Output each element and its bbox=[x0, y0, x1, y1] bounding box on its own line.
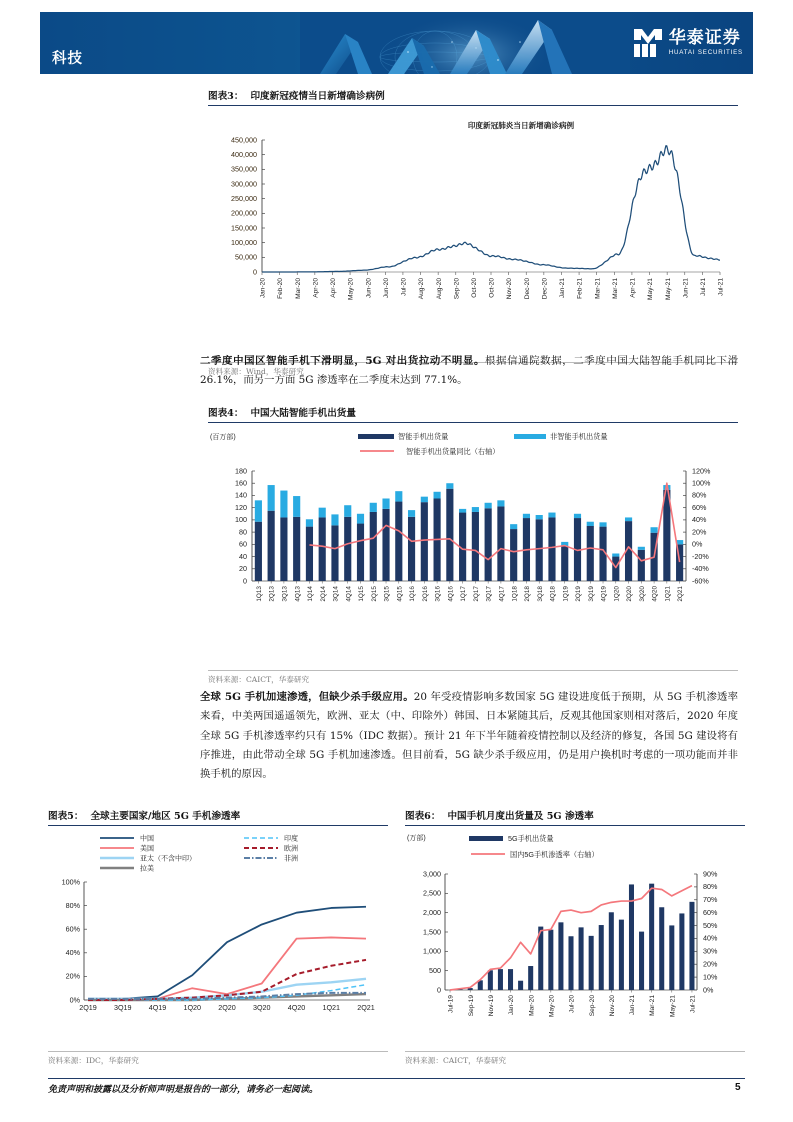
svg-text:3,000: 3,000 bbox=[423, 869, 441, 879]
svg-text:60: 60 bbox=[239, 539, 247, 549]
svg-text:3Q13: 3Q13 bbox=[281, 586, 289, 602]
svg-text:Jul-19: Jul-19 bbox=[447, 995, 455, 1013]
svg-text:3Q14: 3Q14 bbox=[332, 586, 340, 602]
svg-text:1Q17: 1Q17 bbox=[460, 586, 468, 602]
svg-text:0: 0 bbox=[243, 576, 247, 586]
svg-text:Jan-21: Jan-21 bbox=[559, 278, 567, 299]
svg-text:1Q20: 1Q20 bbox=[613, 586, 621, 602]
figure-4-svg bbox=[208, 429, 733, 651]
svg-text:Nov-19: Nov-19 bbox=[487, 995, 495, 1017]
svg-text:中国: 中国 bbox=[140, 835, 154, 843]
svg-text:2Q16: 2Q16 bbox=[421, 586, 429, 602]
svg-text:Jun-20: Jun-20 bbox=[365, 278, 373, 299]
svg-text:2Q19: 2Q19 bbox=[79, 1003, 97, 1012]
svg-text:2Q17: 2Q17 bbox=[472, 586, 480, 602]
svg-text:3Q15: 3Q15 bbox=[383, 586, 391, 602]
huatai-logo-icon bbox=[633, 28, 663, 58]
svg-text:May-21: May-21 bbox=[647, 278, 655, 300]
svg-text:Jun-20: Jun-20 bbox=[382, 278, 390, 299]
figure-5-source: 资料来源：IDC，华泰研究 bbox=[48, 1051, 388, 1066]
paragraph-2-body: 20 年受疫情影响多数国家 5G 建设进度低于预期，从 5G 手机渗透率来看，中美两国遥遥领先，欧洲、亚太（中、印除外）韩国、日本紧随其后，反观其他国家则相对落后，2020 年度全球 5G 手机渗透率约只有 15%（IDC 数据）。预计 21 年下半年随着疫情控制以及经济的修复，各国 5G 建设将有序推进，由此带动全球 5G 手机加速渗透。但目前看，5G 缺少杀手级应用，仍是用户换机时考虑的一项功能而并非换手机的原因。 bbox=[200, 691, 738, 780]
svg-text:Jul-20: Jul-20 bbox=[568, 995, 576, 1013]
svg-text:May-20: May-20 bbox=[548, 995, 556, 1017]
svg-text:(百万部): (百万部) bbox=[210, 434, 236, 441]
figure-6-number: 图表6： bbox=[405, 811, 441, 822]
svg-text:Feb-20: Feb-20 bbox=[277, 278, 285, 299]
svg-text:-20%: -20% bbox=[692, 551, 709, 561]
svg-text:Nov-20: Nov-20 bbox=[608, 995, 616, 1017]
svg-text:Jul-20: Jul-20 bbox=[400, 278, 408, 296]
svg-text:100,000: 100,000 bbox=[231, 237, 257, 247]
svg-text:Sep-19: Sep-19 bbox=[467, 995, 475, 1017]
svg-text:150,000: 150,000 bbox=[231, 223, 257, 233]
svg-text:Dec-20: Dec-20 bbox=[523, 278, 531, 300]
svg-text:30%: 30% bbox=[703, 946, 718, 956]
paragraph-2-lead: 全球 5G 手机加速渗透，但缺少杀手级应用。 bbox=[200, 691, 414, 703]
svg-text:90%: 90% bbox=[703, 869, 718, 879]
svg-text:0: 0 bbox=[253, 267, 257, 277]
svg-text:100: 100 bbox=[235, 515, 247, 525]
figure-5-svg bbox=[48, 830, 386, 1042]
svg-text:2Q15: 2Q15 bbox=[370, 586, 378, 602]
svg-text:100%: 100% bbox=[61, 877, 80, 887]
svg-text:0: 0 bbox=[437, 985, 441, 995]
svg-text:4Q15: 4Q15 bbox=[396, 586, 404, 602]
svg-text:100%: 100% bbox=[692, 478, 711, 488]
svg-text:60%: 60% bbox=[65, 924, 80, 934]
svg-text:0%: 0% bbox=[692, 539, 703, 549]
svg-text:20%: 20% bbox=[65, 971, 80, 981]
svg-text:Oct-20: Oct-20 bbox=[470, 278, 478, 298]
svg-text:40%: 40% bbox=[703, 933, 718, 943]
svg-text:2Q14: 2Q14 bbox=[319, 586, 327, 602]
svg-text:300,000: 300,000 bbox=[231, 179, 257, 189]
svg-text:Jun-21: Jun-21 bbox=[682, 278, 690, 299]
svg-text:1Q18: 1Q18 bbox=[511, 586, 519, 602]
svg-text:拉美: 拉美 bbox=[140, 865, 154, 873]
svg-text:Aug-20: Aug-20 bbox=[435, 278, 443, 300]
svg-text:3Q19: 3Q19 bbox=[587, 586, 595, 602]
figure-6-title-text: 中国手机月度出货量及 5G 渗透率 bbox=[447, 811, 594, 822]
logo-english-name: HUATAI SECURITIES bbox=[668, 48, 743, 56]
svg-text:400,000: 400,000 bbox=[231, 149, 257, 159]
figure-4-source: 资料来源：CAICT，华泰研究 bbox=[208, 670, 738, 685]
svg-text:Apr-21: Apr-21 bbox=[629, 278, 637, 298]
figure-3-svg bbox=[208, 116, 728, 331]
svg-text:450,000: 450,000 bbox=[231, 135, 257, 145]
svg-text:美国: 美国 bbox=[140, 845, 154, 853]
svg-text:1Q13: 1Q13 bbox=[255, 586, 263, 602]
svg-text:2Q18: 2Q18 bbox=[524, 586, 532, 602]
svg-text:Jan-20: Jan-20 bbox=[508, 995, 516, 1016]
figure-5-chart bbox=[48, 830, 388, 1047]
svg-text:1Q19: 1Q19 bbox=[562, 586, 570, 602]
svg-text:Mar-21: Mar-21 bbox=[649, 995, 657, 1016]
svg-text:350,000: 350,000 bbox=[231, 164, 257, 174]
svg-text:Mar-21: Mar-21 bbox=[594, 278, 602, 299]
figure-5-title bbox=[48, 808, 388, 826]
svg-text:Apr-20: Apr-20 bbox=[312, 278, 320, 298]
svg-text:2Q19: 2Q19 bbox=[575, 586, 583, 602]
svg-text:非智能手机出货量: 非智能手机出货量 bbox=[550, 432, 608, 441]
figure-3-title-text: 印度新冠疫情当日新增确诊病例 bbox=[250, 91, 385, 102]
svg-text:Jul-21: Jul-21 bbox=[717, 278, 725, 296]
svg-text:亚太（不含中印）: 亚太（不含中印） bbox=[140, 855, 196, 863]
svg-text:160: 160 bbox=[235, 478, 247, 488]
svg-text:1Q15: 1Q15 bbox=[358, 586, 366, 602]
svg-text:3Q18: 3Q18 bbox=[536, 586, 544, 602]
svg-text:70%: 70% bbox=[703, 895, 718, 905]
svg-text:2Q21: 2Q21 bbox=[357, 1003, 375, 1012]
svg-text:60%: 60% bbox=[692, 502, 707, 512]
svg-text:60%: 60% bbox=[703, 907, 718, 917]
svg-text:4Q14: 4Q14 bbox=[345, 586, 353, 602]
svg-text:智能手机出货量同比（右轴）: 智能手机出货量同比（右轴） bbox=[406, 447, 500, 456]
figure-3-chart bbox=[208, 116, 738, 336]
paragraph-1-lead: 二季度中国区智能手机下滑明显，5G 对出货拉动不明显。 bbox=[200, 355, 486, 367]
svg-text:3Q17: 3Q17 bbox=[485, 586, 493, 602]
svg-text:Feb-21: Feb-21 bbox=[576, 278, 584, 299]
svg-text:2Q20: 2Q20 bbox=[626, 586, 634, 602]
svg-text:印度新冠肺炎当日新增确诊病例: 印度新冠肺炎当日新增确诊病例 bbox=[467, 121, 575, 130]
svg-text:4Q13: 4Q13 bbox=[294, 586, 302, 602]
paragraph-global-5g bbox=[200, 688, 738, 784]
svg-text:May-21: May-21 bbox=[664, 278, 672, 300]
figure-5-number: 图表5： bbox=[48, 811, 84, 822]
company-logo bbox=[633, 28, 743, 58]
svg-text:250,000: 250,000 bbox=[231, 193, 257, 203]
svg-text:20%: 20% bbox=[703, 959, 718, 969]
svg-text:1Q16: 1Q16 bbox=[409, 586, 417, 602]
svg-text:4Q19: 4Q19 bbox=[600, 586, 608, 602]
svg-text:50%: 50% bbox=[703, 920, 718, 930]
svg-text:80%: 80% bbox=[703, 882, 718, 892]
svg-text:2Q21: 2Q21 bbox=[677, 586, 685, 602]
svg-text:40%: 40% bbox=[692, 515, 707, 525]
footer-divider bbox=[48, 1078, 745, 1079]
svg-text:印度: 印度 bbox=[284, 835, 298, 843]
svg-text:非洲: 非洲 bbox=[284, 855, 298, 863]
svg-text:80%: 80% bbox=[65, 900, 80, 910]
svg-text:Apr-20: Apr-20 bbox=[330, 278, 338, 298]
svg-text:国内5G手机渗透率（右轴）: 国内5G手机渗透率（右轴） bbox=[510, 850, 599, 859]
svg-text:3Q20: 3Q20 bbox=[252, 1003, 271, 1012]
svg-text:3Q19: 3Q19 bbox=[113, 1003, 132, 1012]
svg-text:1,000: 1,000 bbox=[423, 946, 441, 956]
figure-6-chart bbox=[405, 830, 745, 1047]
svg-text:Mar-20: Mar-20 bbox=[528, 995, 536, 1016]
paragraph-q2-china-smartphone bbox=[200, 352, 738, 391]
svg-text:4Q20: 4Q20 bbox=[287, 1003, 306, 1012]
svg-text:Jul-21: Jul-21 bbox=[689, 995, 697, 1013]
figure-6-svg bbox=[405, 830, 743, 1042]
svg-text:2,000: 2,000 bbox=[423, 907, 441, 917]
svg-text:Nov-20: Nov-20 bbox=[506, 278, 514, 300]
figure-3-title bbox=[208, 88, 738, 106]
svg-text:Aug-20: Aug-20 bbox=[418, 278, 426, 300]
svg-text:4Q20: 4Q20 bbox=[651, 586, 659, 602]
svg-text:Jul-21: Jul-21 bbox=[699, 278, 707, 296]
figure-3-source: 资料来源：Wind，华泰研究 bbox=[208, 362, 738, 377]
svg-text:Mar-21: Mar-21 bbox=[611, 278, 619, 299]
svg-text:-40%: -40% bbox=[692, 564, 709, 574]
figure-4-title-text: 中国大陆智能手机出货量 bbox=[250, 408, 356, 419]
figure-4-number: 图表4： bbox=[208, 408, 244, 419]
logo-chinese-name: 华泰证券 bbox=[668, 27, 741, 48]
svg-text:2Q13: 2Q13 bbox=[268, 586, 276, 602]
svg-text:1Q21: 1Q21 bbox=[322, 1003, 341, 1012]
svg-text:Dec-20: Dec-20 bbox=[541, 278, 549, 300]
figure-5-block bbox=[48, 808, 388, 1066]
svg-text:20: 20 bbox=[239, 564, 247, 574]
svg-text:2,500: 2,500 bbox=[423, 888, 441, 898]
svg-text:3Q16: 3Q16 bbox=[434, 586, 442, 602]
svg-text:智能手机出货量: 智能手机出货量 bbox=[398, 432, 449, 441]
figure-5-title-text: 全球主要国家/地区 5G 手机渗透率 bbox=[90, 811, 241, 822]
svg-text:-60%: -60% bbox=[692, 576, 709, 586]
svg-text:Jan-20: Jan-20 bbox=[259, 278, 267, 299]
svg-text:5G手机出货量: 5G手机出货量 bbox=[508, 834, 554, 843]
svg-text:4Q17: 4Q17 bbox=[498, 586, 506, 602]
figure-4-chart bbox=[208, 429, 738, 656]
svg-text:10%: 10% bbox=[703, 972, 718, 982]
svg-text:120%: 120% bbox=[692, 466, 711, 476]
banner-decorative-art bbox=[300, 12, 630, 74]
svg-text:120: 120 bbox=[235, 502, 247, 512]
figure-3-block bbox=[208, 88, 738, 377]
svg-text:0%: 0% bbox=[703, 985, 714, 995]
paragraph-1-body: 根据信通院数据，二季度中国大陆智能手机同比下滑 26.1%，而另一方面 5G 渗透率在二季度末达到 77.1%。 bbox=[200, 355, 739, 387]
footer-disclaimer: 免责声明和披露以及分析师声明是报告的一部分，请务必一起阅读。 bbox=[48, 1085, 319, 1095]
svg-text:Sep-20: Sep-20 bbox=[588, 995, 596, 1017]
svg-text:2Q20: 2Q20 bbox=[218, 1003, 236, 1012]
svg-text:50,000: 50,000 bbox=[235, 252, 257, 262]
figure-4-block bbox=[208, 405, 738, 685]
svg-text:200,000: 200,000 bbox=[231, 208, 257, 218]
svg-text:Sep-20: Sep-20 bbox=[453, 278, 461, 300]
svg-text:1Q20: 1Q20 bbox=[183, 1003, 202, 1012]
svg-text:1Q21: 1Q21 bbox=[664, 586, 672, 602]
svg-text:1,500: 1,500 bbox=[423, 927, 441, 937]
figure-6-title bbox=[405, 808, 745, 826]
svg-text:May-20: May-20 bbox=[347, 278, 355, 300]
svg-text:80: 80 bbox=[239, 527, 247, 537]
svg-text:40: 40 bbox=[239, 551, 247, 561]
svg-text:180: 180 bbox=[235, 466, 247, 476]
page-header-section-title: 科技 bbox=[52, 50, 83, 67]
svg-text:欧洲: 欧洲 bbox=[284, 845, 298, 853]
svg-text:3Q20: 3Q20 bbox=[638, 586, 646, 602]
svg-text:4Q18: 4Q18 bbox=[549, 586, 557, 602]
svg-text:4Q19: 4Q19 bbox=[148, 1003, 167, 1012]
svg-text:80%: 80% bbox=[692, 490, 707, 500]
svg-text:500: 500 bbox=[429, 965, 441, 975]
svg-text:Oct-20: Oct-20 bbox=[488, 278, 496, 298]
svg-text:Jan-21: Jan-21 bbox=[629, 995, 637, 1016]
figure-6-source: 资料来源：CAICT，华泰研究 bbox=[405, 1051, 745, 1066]
figure-3-number: 图表3： bbox=[208, 91, 244, 102]
page-header-banner bbox=[40, 12, 753, 74]
svg-text:140: 140 bbox=[235, 490, 247, 500]
svg-text:1Q14: 1Q14 bbox=[307, 586, 315, 602]
svg-text:Mar-20: Mar-20 bbox=[294, 278, 302, 299]
page-number: 5 bbox=[735, 1082, 741, 1093]
svg-text:0%: 0% bbox=[69, 995, 80, 1005]
svg-text:May-21: May-21 bbox=[669, 995, 677, 1017]
svg-text:4Q16: 4Q16 bbox=[447, 586, 455, 602]
figure-4-title bbox=[208, 405, 738, 423]
svg-text:40%: 40% bbox=[65, 948, 80, 958]
figure-6-block bbox=[405, 808, 745, 1066]
svg-text:20%: 20% bbox=[692, 527, 707, 537]
svg-text:(万部): (万部) bbox=[407, 835, 426, 842]
